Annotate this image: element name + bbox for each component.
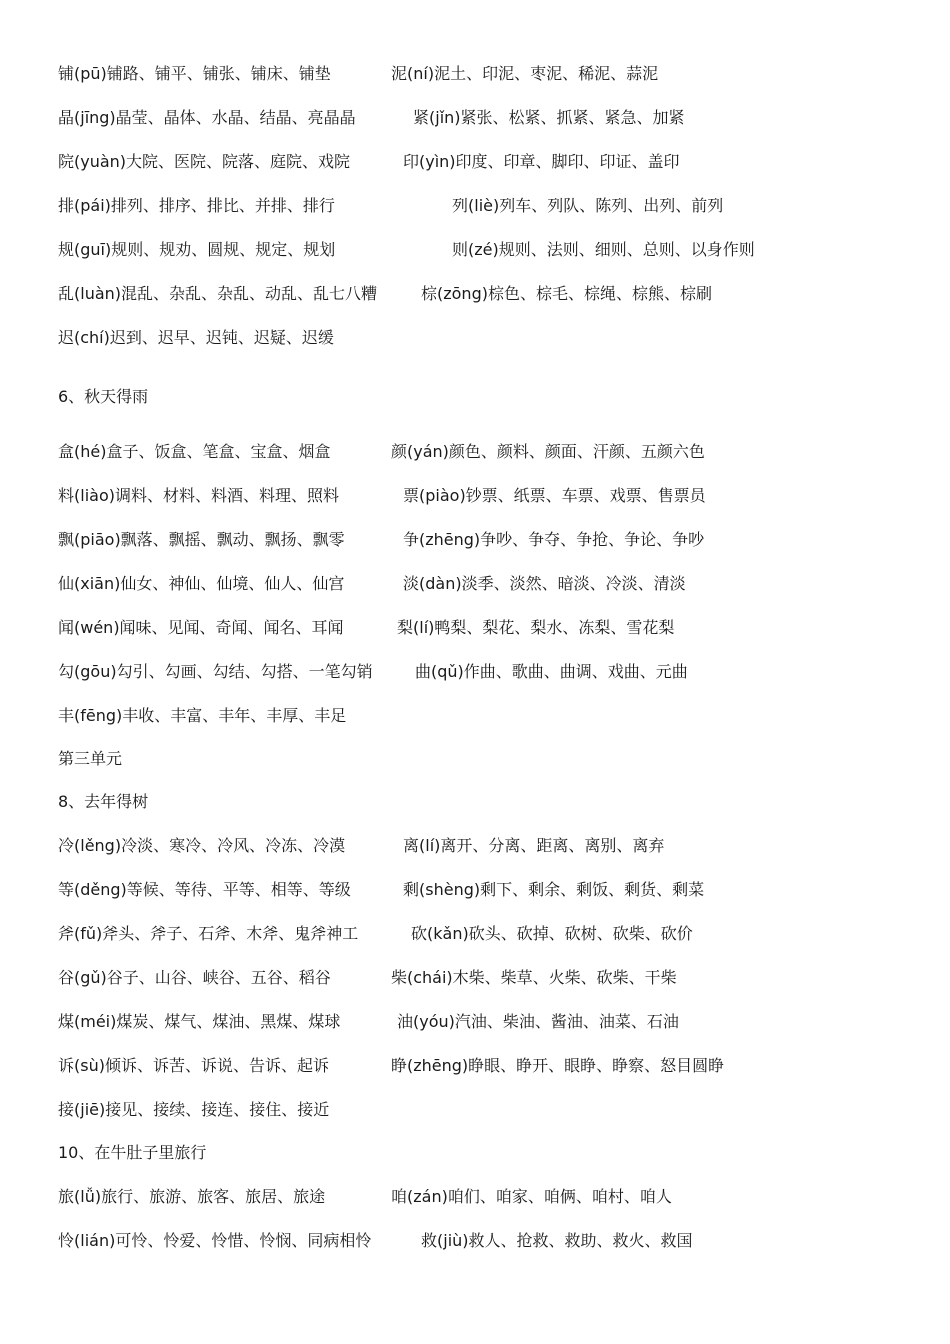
vocab-entry-right: 咱(zán)咱们、咱家、咱俩、咱村、咱人 — [391, 1187, 672, 1206]
vocab-entry-right: 离(lí)离开、分离、距离、离别、离弃 — [403, 836, 665, 855]
vocab-entry-right: 泥(ní)泥土、印泥、枣泥、稀泥、蒜泥 — [391, 64, 659, 83]
vocab-row — [58, 705, 346, 727]
vocab-row — [58, 485, 706, 507]
vocab-row — [58, 661, 688, 683]
vocab-entry-right: 剩(shèng)剩下、剩余、剩饭、剩货、剩菜 — [403, 880, 705, 899]
vocab-entry-left: 丰(fēng)丰收、丰富、丰年、丰厚、丰足 — [58, 706, 347, 725]
vocab-row — [58, 195, 724, 217]
vocab-entry-right: 淡(dàn)淡季、淡然、暗淡、冷淡、清淡 — [403, 574, 686, 593]
vocab-row — [58, 327, 334, 349]
lesson-title: 10、在牛肚子里旅行 — [58, 1143, 207, 1162]
vocab-entry-left: 闻(wén)闻味、见闻、奇闻、闻名、耳闻 — [58, 618, 344, 637]
vocab-entry-left: 怜(lián)可怜、怜爱、怜惜、怜悯、同病相怜 — [58, 1231, 372, 1250]
vocab-entry-right: 砍(kǎn)砍头、砍掉、砍树、砍柴、砍价 — [411, 924, 693, 943]
vocab-row — [58, 151, 680, 173]
vocab-entry-left: 接(jiē)接见、接续、接连、接住、接近 — [58, 1100, 330, 1119]
lesson-title: 6、秋天得雨 — [58, 387, 149, 406]
vocab-row — [58, 967, 677, 989]
vocab-entry-left: 盒(hé)盒子、饭盒、笔盒、宝盒、烟盒 — [58, 442, 331, 461]
vocab-entry-right: 列(liè)列车、列队、陈列、出列、前列 — [452, 196, 724, 215]
vocab-row — [58, 923, 693, 945]
vocab-row — [58, 1011, 679, 1033]
vocab-row — [58, 1230, 693, 1252]
vocab-row — [58, 239, 755, 261]
vocab-entry-left: 迟(chí)迟到、迟早、迟钝、迟疑、迟缓 — [58, 328, 334, 347]
vocab-row — [58, 529, 705, 551]
vocab-entry-right: 曲(qǔ)作曲、歌曲、曲调、戏曲、元曲 — [415, 662, 688, 681]
vocab-row — [58, 1055, 725, 1077]
vocab-entry-left: 斧(fǔ)斧头、斧子、石斧、木斧、鬼斧神工 — [58, 924, 359, 943]
vocab-entry-left: 规(guī)规则、规劝、圆规、规定、规划 — [58, 240, 336, 259]
vocab-row — [58, 835, 665, 857]
vocab-entry-left: 仙(xiān)仙女、神仙、仙境、仙人、仙宫 — [58, 574, 345, 593]
vocab-entry-right: 棕(zōng)棕色、棕毛、棕绳、棕熊、棕刷 — [421, 284, 712, 303]
vocab-row — [58, 573, 686, 595]
vocab-row — [58, 617, 675, 639]
vocab-row — [58, 1099, 329, 1121]
vocab-entry-right: 颜(yán)颜色、颜料、颜面、汗颜、五颜六色 — [391, 442, 705, 461]
vocab-entry-right: 梨(lí)鸭梨、梨花、梨水、冻梨、雪花梨 — [397, 618, 675, 637]
vocab-entry-left: 院(yuàn)大院、医院、院落、庭院、戏院 — [58, 152, 351, 171]
vocab-entry-left: 谷(gǔ)谷子、山谷、峡谷、五谷、稻谷 — [58, 968, 331, 987]
vocab-row — [58, 63, 659, 85]
vocab-entry-left: 冷(lěng)冷淡、寒冷、冷风、冷冻、冷漠 — [58, 836, 346, 855]
vocab-entry-right: 票(piào)钞票、纸票、车票、戏票、售票员 — [403, 486, 706, 505]
vocab-entry-right: 睁(zhēng)睁眼、睁开、眼睁、睁察、怒目圆睁 — [391, 1056, 725, 1075]
vocab-entry-left: 旅(lǚ)旅行、旅游、旅客、旅居、旅途 — [58, 1187, 326, 1206]
vocab-entry-right: 印(yìn)印度、印章、脚印、印证、盖印 — [403, 152, 680, 171]
vocab-entry-left: 晶(jīng)晶莹、晶体、水晶、结晶、亮晶晶 — [58, 108, 356, 127]
vocab-entry-right: 争(zhēng)争吵、争夺、争抢、争论、争吵 — [403, 530, 705, 549]
vocab-row — [58, 879, 705, 901]
vocab-entry-left: 铺(pū)铺路、铺平、铺张、铺床、铺垫 — [58, 64, 331, 83]
vocab-entry-left: 排(pái)排列、排序、排比、并排、排行 — [58, 196, 335, 215]
vocab-row — [58, 283, 712, 305]
unit-title: 第三单元 — [58, 749, 123, 768]
vocab-row — [58, 107, 685, 129]
vocab-entry-right: 紧(jǐn)紧张、松紧、抓紧、紧急、加紧 — [413, 108, 685, 127]
vocab-entry-right: 救(jiù)救人、抢救、救助、救火、救国 — [421, 1231, 693, 1250]
lesson-title: 8、去年得树 — [58, 792, 149, 811]
vocab-row — [58, 1186, 672, 1208]
vocab-entry-left: 飘(piāo)飘落、飘摇、飘动、飘扬、飘零 — [58, 530, 345, 549]
vocab-entry-left: 等(děng)等候、等待、平等、相等、等级 — [58, 880, 351, 899]
vocab-entry-left: 勾(gōu)勾引、勾画、勾结、勾搭、一笔勾销 — [58, 662, 373, 681]
vocab-entry-right: 油(yóu)汽油、柴油、酱油、油菜、石油 — [397, 1012, 679, 1031]
vocab-entry-left: 料(liào)调料、材料、料酒、料理、照料 — [58, 486, 339, 505]
vocab-entry-left: 诉(sù)倾诉、诉苦、诉说、告诉、起诉 — [58, 1056, 329, 1075]
vocab-entry-right: 则(zé)规则、法则、细则、总则、以身作则 — [452, 240, 755, 259]
vocab-entry-left: 煤(méi)煤炭、煤气、煤油、黑煤、煤球 — [58, 1012, 341, 1031]
vocab-row — [58, 441, 705, 463]
vocab-entry-right: 柴(chái)木柴、柴草、火柴、砍柴、干柴 — [391, 968, 677, 987]
vocab-entry-left: 乱(luàn)混乱、杂乱、杂乱、动乱、乱七八糟 — [58, 284, 378, 303]
